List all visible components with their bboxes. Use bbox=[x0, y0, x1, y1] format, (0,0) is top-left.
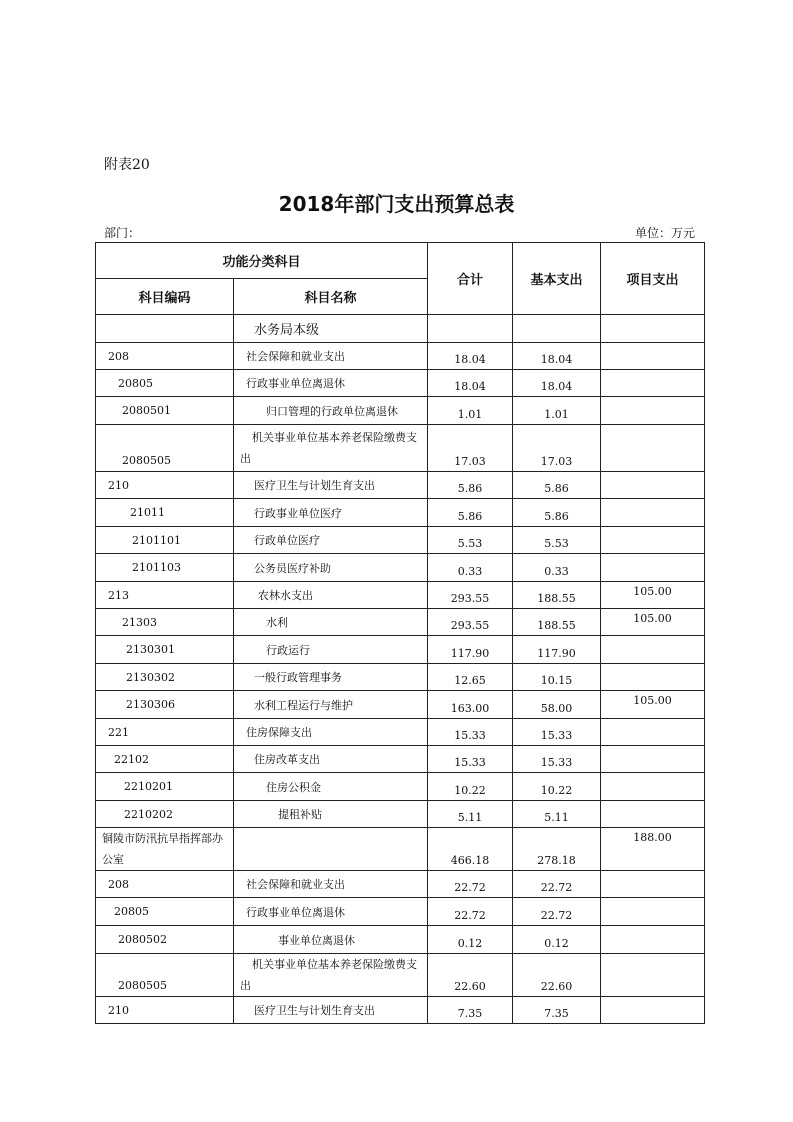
project-cell bbox=[601, 315, 705, 343]
code-cell: 铜陵市防汛抗旱指挥部办公室 bbox=[96, 828, 234, 871]
name-cell: 行政事业单位离退休 bbox=[234, 898, 428, 926]
table-row bbox=[96, 527, 705, 554]
name-cell: 行政事业单位医疗 bbox=[234, 499, 428, 527]
table-row bbox=[96, 397, 705, 425]
basic-cell: 1.01 bbox=[513, 397, 601, 425]
project-cell bbox=[601, 719, 705, 746]
name-cell: 住房保障支出 bbox=[234, 719, 428, 746]
total-cell: 22.72 bbox=[428, 898, 513, 926]
code-cell: 2080505 bbox=[96, 954, 234, 997]
total-cell: 1.01 bbox=[428, 397, 513, 425]
name-cell: 水利 bbox=[234, 609, 428, 636]
name-cell: 行政事业单位离退休 bbox=[234, 370, 428, 397]
table-row bbox=[96, 554, 705, 582]
basic-cell: 188.55 bbox=[513, 582, 601, 609]
table-row bbox=[96, 801, 705, 828]
header-total: 合计 bbox=[428, 243, 513, 315]
total-cell: 5.86 bbox=[428, 472, 513, 499]
name-cell: 农林水支出 bbox=[234, 582, 428, 609]
basic-cell: 10.22 bbox=[513, 773, 601, 801]
project-cell bbox=[601, 636, 705, 664]
table-row bbox=[96, 926, 705, 954]
basic-cell: 58.00 bbox=[513, 691, 601, 719]
name-cell: 机关事业单位基本养老保险缴费支出 bbox=[234, 425, 428, 472]
total-cell: 293.55 bbox=[428, 582, 513, 609]
code-cell: 208 bbox=[96, 343, 234, 370]
table-row bbox=[96, 954, 705, 997]
table-row bbox=[96, 499, 705, 527]
name-cell: 提租补贴 bbox=[234, 801, 428, 828]
project-cell bbox=[601, 773, 705, 801]
name-cell: 归口管理的行政单位离退休 bbox=[234, 397, 428, 425]
total-cell: 117.90 bbox=[428, 636, 513, 664]
code-cell: 213 bbox=[96, 582, 234, 609]
project-cell bbox=[601, 343, 705, 370]
code-cell: 210 bbox=[96, 997, 234, 1024]
table-row bbox=[96, 370, 705, 397]
total-cell: 18.04 bbox=[428, 343, 513, 370]
code-cell: 208 bbox=[96, 871, 234, 898]
table-row bbox=[96, 746, 705, 773]
code-cell: 21011 bbox=[96, 499, 234, 527]
name-cell: 住房公积金 bbox=[234, 773, 428, 801]
project-cell bbox=[601, 554, 705, 582]
basic-cell: 5.86 bbox=[513, 472, 601, 499]
code-cell: 210 bbox=[96, 472, 234, 499]
name-cell: 社会保障和就业支出 bbox=[234, 871, 428, 898]
basic-cell: 5.86 bbox=[513, 499, 601, 527]
header-project: 项目支出 bbox=[601, 243, 705, 315]
table-row bbox=[96, 719, 705, 746]
code-cell: 20805 bbox=[96, 898, 234, 926]
header-code: 科目编码 bbox=[96, 279, 234, 315]
table-row bbox=[96, 636, 705, 664]
table-row bbox=[96, 582, 705, 609]
total-cell: 10.22 bbox=[428, 773, 513, 801]
total-cell: 293.55 bbox=[428, 609, 513, 636]
basic-cell: 188.55 bbox=[513, 609, 601, 636]
annex-label: 附表20 bbox=[104, 157, 150, 173]
name-cell: 行政单位医疗 bbox=[234, 527, 428, 554]
table-row bbox=[96, 664, 705, 691]
name-cell: 事业单位离退休 bbox=[234, 926, 428, 954]
name-cell: 社会保障和就业支出 bbox=[234, 343, 428, 370]
basic-cell: 15.33 bbox=[513, 719, 601, 746]
project-cell bbox=[601, 871, 705, 898]
basic-cell: 18.04 bbox=[513, 343, 601, 370]
total-cell: 7.35 bbox=[428, 997, 513, 1024]
basic-cell: 0.33 bbox=[513, 554, 601, 582]
project-cell bbox=[601, 397, 705, 425]
page-title: 2018年部门支出预算总表 bbox=[278, 192, 515, 216]
unit-label: 单位：万元 bbox=[634, 226, 695, 240]
code-cell: 2080505 bbox=[96, 425, 234, 472]
total-cell: 466.18 bbox=[428, 828, 513, 871]
basic-cell: 15.33 bbox=[513, 746, 601, 773]
total-cell: 12.65 bbox=[428, 664, 513, 691]
name-cell: 行政运行 bbox=[234, 636, 428, 664]
total-cell: 17.03 bbox=[428, 425, 513, 472]
project-cell bbox=[601, 499, 705, 527]
code-cell: 221 bbox=[96, 719, 234, 746]
name-cell: 水务局本级 bbox=[234, 315, 428, 343]
name-cell: 机关事业单位基本养老保险缴费支出 bbox=[234, 954, 428, 997]
code-cell: 2101103 bbox=[96, 554, 234, 582]
code-cell bbox=[96, 315, 234, 343]
project-cell bbox=[601, 898, 705, 926]
header-name: 科目名称 bbox=[234, 279, 428, 315]
code-cell: 2130301 bbox=[96, 636, 234, 664]
name-cell: 水利工程运行与维护 bbox=[234, 691, 428, 719]
project-cell bbox=[601, 472, 705, 499]
basic-cell: 278.18 bbox=[513, 828, 601, 871]
project-cell bbox=[601, 997, 705, 1024]
name-cell: 一般行政管理事务 bbox=[234, 664, 428, 691]
table-row bbox=[96, 828, 705, 871]
code-cell: 22102 bbox=[96, 746, 234, 773]
project-cell bbox=[601, 801, 705, 828]
project-cell bbox=[601, 664, 705, 691]
code-cell: 21303 bbox=[96, 609, 234, 636]
header-basic: 基本支出 bbox=[513, 243, 601, 315]
total-cell: 15.33 bbox=[428, 746, 513, 773]
total-cell bbox=[428, 315, 513, 343]
project-cell bbox=[601, 527, 705, 554]
basic-cell: 10.15 bbox=[513, 664, 601, 691]
table-row bbox=[96, 871, 705, 898]
code-cell: 20805 bbox=[96, 370, 234, 397]
table-row bbox=[96, 691, 705, 719]
total-cell: 163.00 bbox=[428, 691, 513, 719]
basic-cell: 5.53 bbox=[513, 527, 601, 554]
total-cell: 5.11 bbox=[428, 801, 513, 828]
table-row bbox=[96, 898, 705, 926]
code-cell: 2210202 bbox=[96, 801, 234, 828]
project-cell: 188.00 bbox=[601, 828, 705, 871]
name-cell: 医疗卫生与计划生育支出 bbox=[234, 472, 428, 499]
code-cell: 2130302 bbox=[96, 664, 234, 691]
name-cell: 住房改革支出 bbox=[234, 746, 428, 773]
project-cell bbox=[601, 746, 705, 773]
name-cell: 医疗卫生与计划生育支出 bbox=[234, 997, 428, 1024]
total-cell: 0.12 bbox=[428, 926, 513, 954]
total-cell: 15.33 bbox=[428, 719, 513, 746]
code-cell: 2080501 bbox=[96, 397, 234, 425]
code-cell: 2130306 bbox=[96, 691, 234, 719]
budget-table bbox=[95, 242, 705, 1024]
basic-cell bbox=[513, 315, 601, 343]
basic-cell: 22.72 bbox=[513, 871, 601, 898]
basic-cell: 18.04 bbox=[513, 370, 601, 397]
department-label: 部门： bbox=[104, 226, 141, 240]
name-cell bbox=[234, 828, 428, 871]
code-cell: 2080502 bbox=[96, 926, 234, 954]
table-row bbox=[96, 343, 705, 370]
project-cell bbox=[601, 926, 705, 954]
total-cell: 22.60 bbox=[428, 954, 513, 997]
total-cell: 5.86 bbox=[428, 499, 513, 527]
basic-cell: 117.90 bbox=[513, 636, 601, 664]
total-cell: 5.53 bbox=[428, 527, 513, 554]
basic-cell: 0.12 bbox=[513, 926, 601, 954]
basic-cell: 5.11 bbox=[513, 801, 601, 828]
header-group: 功能分类科目 bbox=[96, 243, 428, 279]
table-row bbox=[96, 425, 705, 472]
project-cell bbox=[601, 954, 705, 997]
code-cell: 2101101 bbox=[96, 527, 234, 554]
project-cell bbox=[601, 425, 705, 472]
project-cell: 105.00 bbox=[601, 609, 705, 636]
table-row bbox=[96, 773, 705, 801]
table-row bbox=[96, 609, 705, 636]
table-row bbox=[96, 472, 705, 499]
project-cell: 105.00 bbox=[601, 582, 705, 609]
total-cell: 22.72 bbox=[428, 871, 513, 898]
project-cell bbox=[601, 370, 705, 397]
basic-cell: 22.72 bbox=[513, 898, 601, 926]
basic-cell: 22.60 bbox=[513, 954, 601, 997]
basic-cell: 17.03 bbox=[513, 425, 601, 472]
basic-cell: 7.35 bbox=[513, 997, 601, 1024]
name-cell: 公务员医疗补助 bbox=[234, 554, 428, 582]
table-row bbox=[96, 315, 705, 343]
total-cell: 0.33 bbox=[428, 554, 513, 582]
total-cell: 18.04 bbox=[428, 370, 513, 397]
table-row bbox=[96, 997, 705, 1024]
code-cell: 2210201 bbox=[96, 773, 234, 801]
project-cell: 105.00 bbox=[601, 691, 705, 719]
